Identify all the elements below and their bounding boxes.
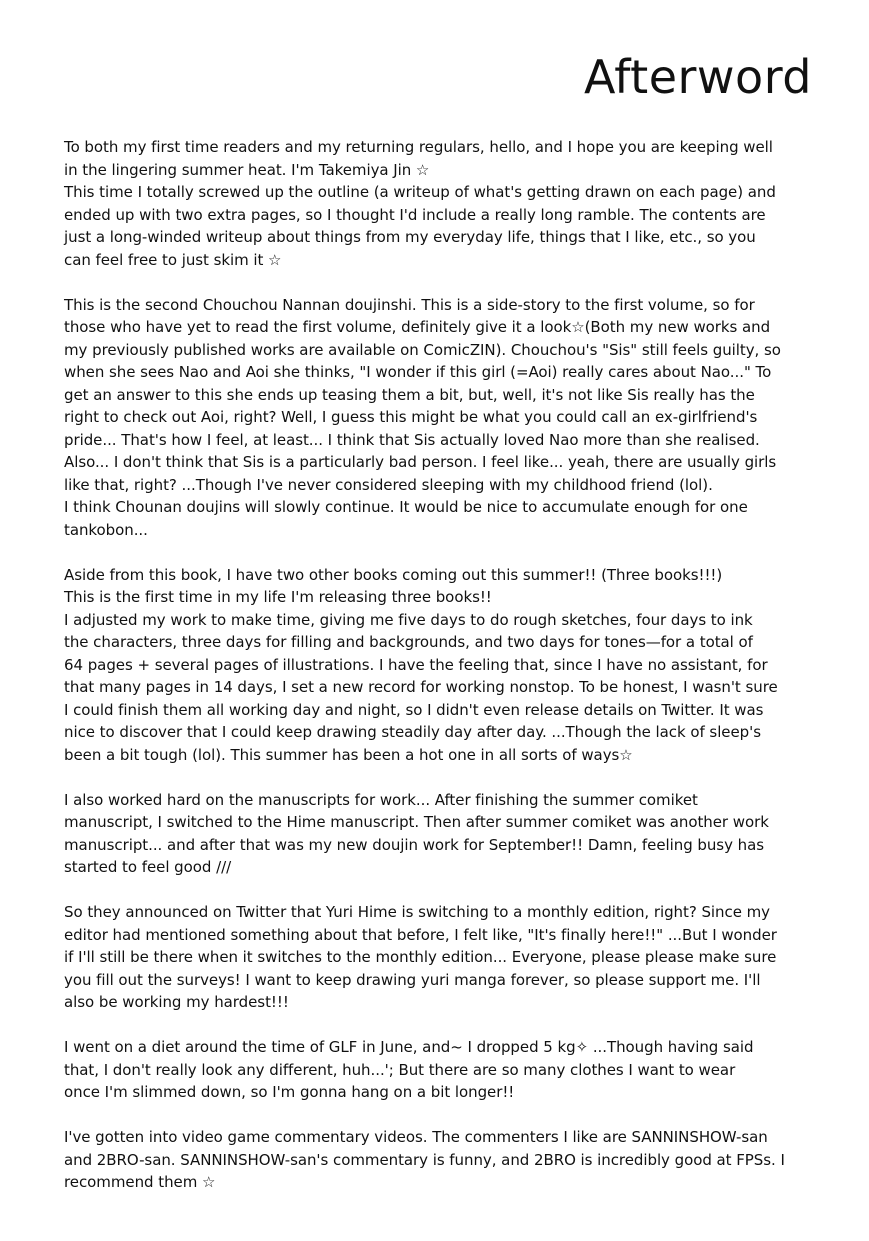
- paragraph-manuscripts: [64, 789, 824, 879]
- text-line: To both my first time readers and my returning regulars, hello, and I hope you are keeping well: [64, 138, 773, 156]
- paragraph-three-books: [64, 564, 824, 767]
- paragraph-greeting: [64, 136, 824, 271]
- text-line: I adjusted my work to make time, giving me five days to do rough sketches, four days to ink: [64, 610, 753, 629]
- paragraph-game-commentary: [64, 1126, 824, 1194]
- paragraph-diet: [64, 1036, 824, 1104]
- text-line: This is the second Chouchou Nannan doujinshi. This is a side-story to the first volume, so for: [64, 295, 755, 314]
- text-line: I think Chounan doujins will slowly continue. It would be nice to accumulate enough for one: [64, 498, 748, 516]
- text-line: get an answer to this she ends up teasing them a bit, but, well, it's not like Sis really has the: [64, 385, 755, 404]
- text-line: tankobon...: [64, 520, 148, 539]
- text-line: This is the first time in my life I'm releasing three books!!: [64, 588, 492, 606]
- text-line: editor had mentioned something about that before, I felt like, "It's finally here!!" ...But I wonder: [64, 925, 777, 944]
- page-title: Afterword: [583, 50, 812, 104]
- text-line: Aside from this book, I have two other books coming out this summer!! (Three books!!!): [64, 565, 723, 584]
- text-line: in the lingering summer heat. I'm Takemiya Jin ☆: [64, 160, 430, 179]
- paragraph-chouchou-nannan: [64, 294, 824, 542]
- text-line: recommend them ☆: [64, 1173, 216, 1191]
- text-line: when she sees Nao and Aoi she thinks, "I wonder if this girl (=Aoi) really cares about Nao..." To: [64, 363, 772, 381]
- text-line: 64 pages + several pages of illustrations. I have the feeling that, since I have no assistant, for: [64, 655, 768, 674]
- text-line: pride... That's how I feel, at least... I think that Sis actually loved Nao more than she realised.: [64, 430, 760, 449]
- text-line: manuscript... and after that was my new doujin work for September!! Damn, feeling busy has: [64, 835, 764, 854]
- text-line: I also worked hard on the manuscripts for work... After finishing the summer comiket: [64, 790, 698, 809]
- text-line: the characters, three days for filling and backgrounds, and two days for tones—for a total of: [64, 633, 753, 651]
- text-line: manuscript, I switched to the Hime manuscript. Then after summer comiket was another work: [64, 813, 769, 831]
- text-line: been a bit tough (lol). This summer has been a hot one in all sorts of ways☆: [64, 745, 633, 764]
- text-line: my previously published works are available on ComicZIN). Chouchou's "Sis" still feels guilty, so: [64, 340, 781, 359]
- text-line: I went on a diet around the time of GLF in June, and~ I dropped 5 kg✧ ...Though having said: [64, 1038, 754, 1056]
- text-line: right to check out Aoi, right? Well, I guess this might be what you could call an ex-girlfriend's: [64, 408, 758, 426]
- text-line: like that, right? ...Though I've never considered sleeping with my childhood friend (lol).: [64, 475, 713, 494]
- paragraph-yuri-hime: [64, 901, 824, 1014]
- text-line: started to feel good ///: [64, 858, 232, 876]
- text-line: that, I don't really look any different, huh...'; But there are so many clothes I want to wear: [64, 1060, 736, 1079]
- afterword-body: [64, 136, 824, 1216]
- text-line: those who have yet to read the first volume, definitely give it a look☆(Both my new works and: [64, 318, 771, 336]
- text-line: This time I totally screwed up the outline (a writeup of what's getting drawn on each page) and: [64, 183, 776, 201]
- text-line: I could finish them all working day and night, so I didn't even release details on Twitter. It was: [64, 700, 764, 719]
- text-line: that many pages in 14 days, I set a new record for working nonstop. To be honest, I wasn't sure: [64, 678, 778, 696]
- text-line: I've gotten into video game commentary videos. The commenters I like are SANNINSHOW-san: [64, 1128, 768, 1146]
- text-line: once I'm slimmed down, so I'm gonna hang on a bit longer!!: [64, 1083, 515, 1101]
- text-line: you fill out the surveys! I want to keep drawing yuri manga forever, so please support me. I'll: [64, 970, 761, 989]
- text-line: and 2BRO-san. SANNINSHOW-san's commentary is funny, and 2BRO is incredibly good at FPSs. I: [64, 1150, 785, 1169]
- text-line: if I'll still be there when it switches to the monthly edition... Everyone, please please make sure: [64, 948, 777, 966]
- text-line: just a long-winded writeup about things from my everyday life, things that I like, etc., so you: [64, 228, 756, 246]
- text-line: ended up with two extra pages, so I thought I'd include a really long ramble. The contents are: [64, 205, 766, 224]
- text-line: can feel free to just skim it ☆: [64, 250, 282, 269]
- text-line: nice to discover that I could keep drawing steadily day after day. ...Though the lack of sleep's: [64, 723, 761, 741]
- text-line: also be working my hardest!!!: [64, 993, 289, 1011]
- text-line: Also... I don't think that Sis is a particularly bad person. I feel like... yeah, there are usually girls: [64, 453, 777, 471]
- text-line: So they announced on Twitter that Yuri Hime is switching to a monthly edition, right? Since my: [64, 903, 770, 921]
